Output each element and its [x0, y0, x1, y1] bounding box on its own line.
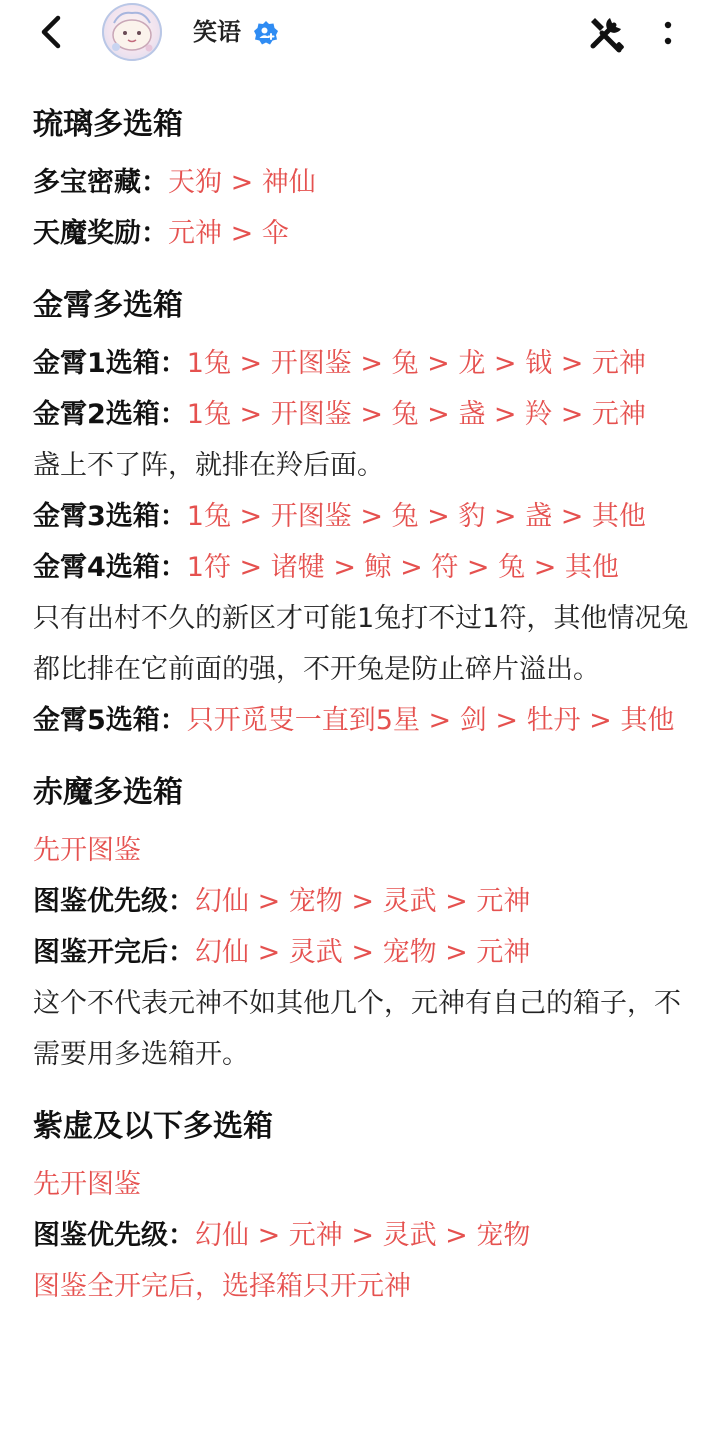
- highlight-text: 先开图鉴: [33, 1169, 141, 1200]
- line-value: 幻仙 > 宠物 > 灵武 > 元神: [195, 886, 531, 917]
- section-heading: 金霄多选箱: [33, 288, 183, 323]
- section-heading: 琉璃多选箱: [33, 107, 183, 142]
- line-label: 金霄5选箱：: [33, 705, 187, 736]
- line-label: 金霄2选箱：: [33, 399, 187, 430]
- priority-line: [33, 389, 693, 440]
- line-value: 1兔 > 开图鉴 > 兔 > 豹 > 盏 > 其他: [186, 501, 646, 532]
- line-label: 金霄4选箱：: [33, 552, 187, 583]
- line-value: 1符 > 诸犍 > 鲸 > 符 > 兔 > 其他: [186, 552, 619, 583]
- line-value: 只开觅㕜一直到5星 > 剑 > 牡丹 > 其他: [186, 705, 675, 736]
- top-bar: [0, 0, 720, 64]
- line-value: 天狗 > 神仙: [168, 167, 316, 198]
- note-text: 只有出村不久的新区才可能1兔打不过1符，其他情况兔都比排在它前面的强，不开兔是防止碎片溢出。: [33, 603, 689, 685]
- line-value: 幻仙 > 灵武 > 宠物 > 元神: [195, 937, 531, 968]
- line-value: 1兔 > 开图鉴 > 兔 > 龙 > 钺 > 元神: [186, 348, 646, 379]
- line-label: 图鉴优先级：: [33, 1220, 195, 1251]
- highlight-text: 图鉴全开完后，选择箱只开元神: [33, 1271, 411, 1302]
- verified-badge-icon: [253, 20, 279, 46]
- highlight-text: 先开图鉴: [33, 835, 141, 866]
- priority-line: [33, 927, 693, 978]
- line-value: 元神 > 伞: [168, 218, 289, 249]
- section-heading: 赤魔多选箱: [33, 775, 183, 810]
- priority-line: [33, 1210, 693, 1261]
- line-label: 图鉴优先级：: [33, 886, 195, 917]
- avatar[interactable]: [102, 3, 162, 61]
- priority-line: [33, 695, 693, 746]
- article-content: [33, 100, 693, 1312]
- priority-line: [33, 542, 693, 593]
- priority-line: [33, 491, 693, 542]
- priority-line: [33, 208, 693, 259]
- priority-line: [33, 876, 693, 927]
- priority-line: [33, 157, 693, 208]
- line-value: 幻仙 > 元神 > 灵武 > 宠物: [195, 1220, 531, 1251]
- line-label: 金霄1选箱：: [33, 348, 187, 379]
- back-arrow-icon[interactable]: [34, 12, 70, 52]
- note-text: 这个不代表元神不如其他几个，元神有自己的箱子，不需要用多选箱开。: [33, 988, 681, 1070]
- priority-line: [33, 338, 693, 389]
- section-heading: 紫虚及以下多选箱: [33, 1109, 273, 1144]
- line-label: 天魔奖励：: [33, 218, 168, 249]
- line-label: 多宝密藏：: [33, 167, 168, 198]
- line-label: 图鉴开完后：: [33, 937, 195, 968]
- line-label: 金霄3选箱：: [33, 501, 187, 532]
- tools-icon[interactable]: [586, 13, 626, 53]
- author-name[interactable]: 笑语: [193, 18, 241, 46]
- note-text: 盏上不了阵，就排在羚后面。: [33, 450, 384, 481]
- more-vertical-icon[interactable]: [654, 14, 682, 52]
- line-value: 1兔 > 开图鉴 > 兔 > 盏 > 羚 > 元神: [186, 399, 646, 430]
